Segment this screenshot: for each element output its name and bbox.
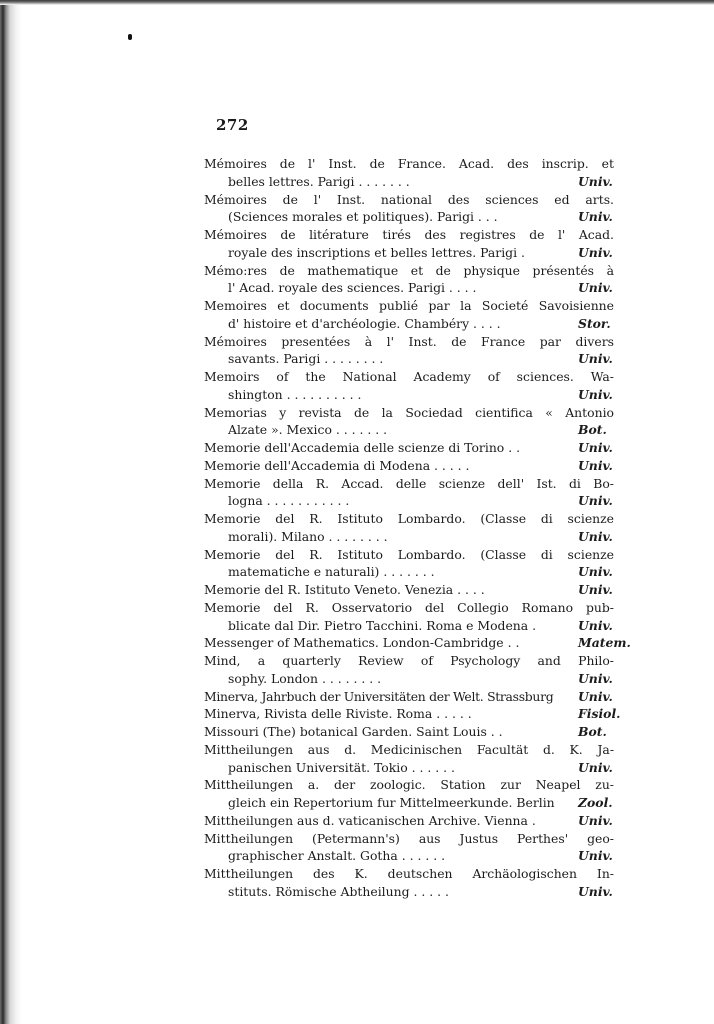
entry-title-line [204,741,614,759]
entry-text: Mémoires de litérature tirés des registres de l' Acad. [204,227,614,242]
list-item [204,581,614,599]
list-item [204,652,614,688]
entry-title-line [204,546,614,564]
entry-continuation-line [204,244,614,262]
list-item [204,333,614,369]
entry-location: Bot. [578,724,607,739]
entry-title-line [204,776,614,794]
page-number: 272 [216,116,249,134]
entry-text: Mittheilungen aus d. Medicinischen Facultät d. K. Ja- [204,741,614,757]
list-item [204,776,614,812]
entry-location: Univ. [578,883,613,899]
entry-title-line [204,368,614,386]
list-item [204,546,614,582]
entry-text: belles lettres. Parigi . . . . . . . [228,173,410,189]
entry-title-line [204,333,614,351]
page-top-edge-shadow [0,0,714,5]
entry-continuation-line [204,492,614,510]
entry-text: d' histoire et d'archéologie. Chambéry . . . . [228,315,501,331]
entry-text: Mittheilungen a. der zoologic. Station zur Neapel zu- [204,777,614,793]
entry-text: Minerva, Rivista delle Riviste. Roma . . . . . [204,706,472,722]
entry-continuation-line [204,173,614,191]
entry-text: Memorie dell'Accademia di Modena . . . . . [204,457,470,473]
entry-text: Memoires et documents publié par la Societé Savoisienne [204,298,614,313]
entry-text: l' Acad. royale des sciences. Parigi . . . . [228,280,477,296]
entry-text: Alzate ». Mexico . . . . . . . [228,422,388,438]
entry-text: morali). Milano . . . . . . . . [228,528,388,544]
entry-text: Memorie del R. Istituto Lombardo. (Classe di scienze [204,511,614,526]
entry-title-line [204,191,614,209]
entry-text: Messenger of Mathematics. London-Cambridge . . [204,635,520,651]
list-item [204,262,614,298]
entry-location: Univ. [578,688,613,704]
entry-text: Memoirs of the National Academy of sciences. Wa- [204,369,614,384]
page-left-edge-shadow [0,0,22,1024]
list-item [204,865,614,901]
entry-location: Univ. [578,493,613,509]
entry-text: Memorie del R. Istituto Veneto. Venezia . . . . [204,582,485,597]
entry-location: Univ. [578,351,613,367]
list-item [204,439,614,457]
entry-text: shington . . . . . . . . . . [228,386,362,402]
list-item [204,155,614,191]
list-item [204,830,614,866]
list-item [204,741,614,777]
entry-text: Memorie del R. Osservatorio del Collegio Romano pub- [204,599,614,615]
entry-continuation-line [204,350,614,368]
entry-title-line [204,705,621,723]
entry-text: royale des inscriptions et belles lettres. Parigi . [228,244,525,260]
list-item [204,475,614,511]
list-item [204,634,631,652]
entry-location: Univ. [578,528,613,544]
list-item [204,688,614,706]
entry-title-line [204,475,614,493]
entry-title-line [204,155,614,173]
entry-location: Univ. [578,440,613,455]
entry-continuation-line [204,617,614,635]
entry-text: Mémoires presentées à l' Inst. de France par divers [204,333,614,349]
list-item [204,404,614,440]
entry-location: Zool. [578,795,613,810]
entry-text: Mittheilungen aus d. vaticanischen Archive. Vienna . [204,812,536,828]
list-item [204,510,614,546]
entry-title-line [204,652,614,670]
ink-speck [128,34,132,40]
list-item [204,599,614,635]
entry-location: Univ. [578,670,613,686]
entry-location: Univ. [578,564,613,580]
entry-text: logna . . . . . . . . . . . [228,493,350,509]
entry-text: stituts. Römische Abtheilung . . . . . [228,883,449,899]
entry-continuation-line [204,386,614,404]
entry-continuation-line [204,670,614,688]
entry-text: savants. Parigi . . . . . . . . [228,351,384,367]
entry-continuation-line [204,759,614,777]
entry-text: sophy. London . . . . . . . . [228,670,382,686]
entry-text: Mittheilungen (Petermann's) aus Justus Perthes' geo- [204,830,614,846]
entry-text: Mémoires de l' Inst. national des sciences ed arts. [204,191,614,207]
entry-title-line [204,439,614,457]
entry-location: Univ. [578,457,613,473]
entry-title-line [204,830,614,848]
entry-title-line [204,865,614,883]
entry-continuation-line [204,315,614,333]
entry-text: (Sciences morales et politiques). Parigi . . . [228,209,498,225]
entry-title-line [204,599,614,617]
entry-continuation-line [204,208,614,226]
periodicals-list [204,155,631,901]
entry-location: Univ. [578,848,613,864]
entry-text: Memorie della R. Accad. delle scienze dell' Ist. di Bo- [204,475,614,491]
entry-location: Univ. [578,759,613,775]
entry-title-line [204,723,614,741]
entry-text: Mémo:res de mathematique et de physique présentés à [204,262,614,278]
entry-text: Memorie del R. Istituto Lombardo. (Classe di scienze [204,546,614,562]
entry-location: Fisiol. [578,706,621,722]
list-item [204,297,614,333]
entry-title-line [204,634,631,652]
entry-continuation-line [204,847,614,865]
entry-text: matematiche e naturali) . . . . . . . [228,564,435,580]
entry-title-line [204,297,614,315]
entry-title-line [204,510,614,528]
entry-continuation-line [204,528,614,546]
entry-text: Memorie dell'Accademia delle scienze di Torino . . [204,440,521,455]
list-item [204,457,614,475]
entry-text: gleich ein Repertorium fur Mittelmeerkunde. Berlin [228,795,555,810]
entry-location: Matem. [578,635,631,651]
entry-continuation-line [204,279,614,297]
entry-continuation-line [204,563,614,581]
entry-title-line [204,812,614,830]
entry-text: Memorias y revista de la Sociedad cientifica « Antonio [204,404,614,420]
entry-continuation-line [204,794,614,812]
entry-text: panischen Universität. Tokio . . . . . . [228,759,455,775]
entry-title-line [204,404,614,422]
entry-location: Bot. [578,422,607,438]
entry-title-line [204,226,614,244]
list-item [204,705,621,723]
entry-title-line [204,581,614,599]
entry-continuation-line [204,883,614,901]
list-item [204,368,614,404]
entry-text: Missouri (The) botanical Garden. Saint Louis . . [204,724,503,739]
entry-location: Univ. [578,244,613,260]
entry-location: Univ. [578,582,613,597]
list-item [204,723,614,741]
entry-location: Univ. [578,386,613,402]
entry-text: Mittheilungen des K. deutschen Archäologischen In- [204,866,614,881]
entry-location: Univ. [578,173,613,189]
entry-continuation-line [204,421,614,439]
entry-title-line [204,457,614,475]
entry-location: Univ. [578,280,613,296]
entry-location: Univ. [578,209,613,225]
list-item [204,812,614,830]
entry-text: Minerva, Jahrbuch der Universitäten der Welt. Strassburg [204,688,554,704]
entry-location: Univ. [578,617,613,633]
entry-text: Mind, a quarterly Review of Psychology and Philo- [204,653,614,668]
entry-location: Univ. [578,812,613,828]
entry-text: graphischer Anstalt. Gotha . . . . . . [228,848,446,864]
list-item [204,226,614,262]
list-item [204,191,614,227]
entry-title-line [204,262,614,280]
entry-text: Mémoires de l' Inst. de France. Acad. des inscrip. et [204,156,614,171]
entry-location: Stor. [578,315,611,331]
entry-text: blicate dal Dir. Pietro Tacchini. Roma e Modena . [228,617,537,633]
entry-title-line [204,688,614,706]
